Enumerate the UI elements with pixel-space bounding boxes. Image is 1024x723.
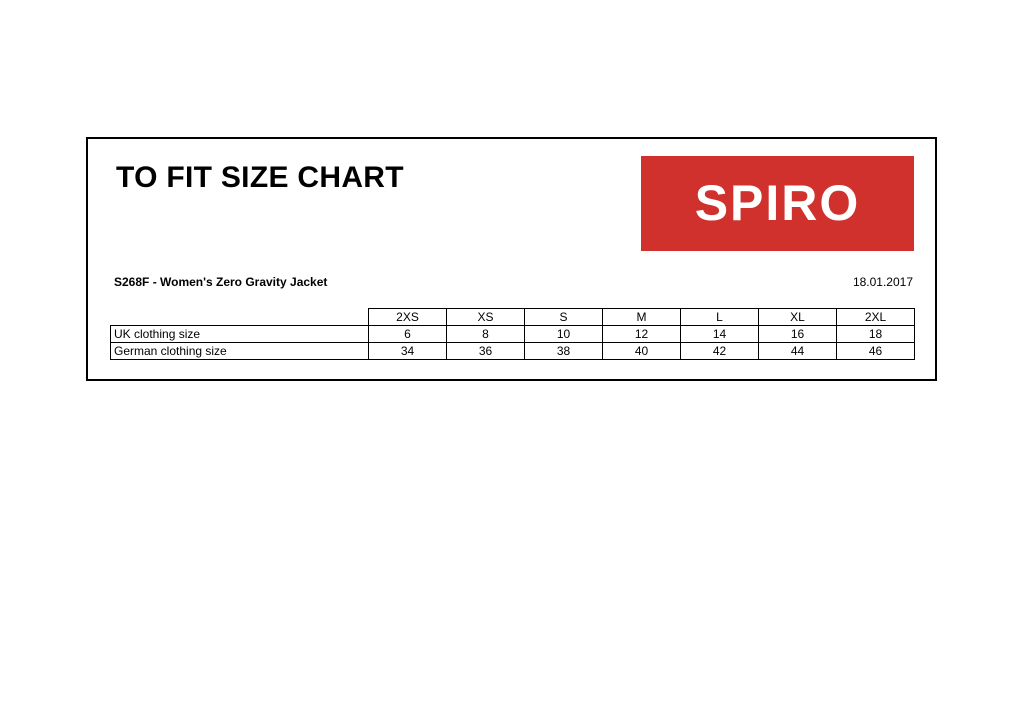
table-row <box>111 343 915 360</box>
size-chart-frame <box>86 137 937 381</box>
table-header-row <box>111 309 915 326</box>
row-label: German clothing size <box>111 343 369 360</box>
spiro-logo-wordmark <box>641 156 914 251</box>
table-cell: 16 <box>759 326 837 343</box>
table-corner-cell <box>111 309 369 326</box>
table-cell: 40 <box>603 343 681 360</box>
table-cell: 36 <box>447 343 525 360</box>
page-title: TO FIT SIZE CHART <box>116 161 404 194</box>
table-cell: 44 <box>759 343 837 360</box>
table-cell: 10 <box>525 326 603 343</box>
table-cell: 34 <box>369 343 447 360</box>
table-cell: 8 <box>447 326 525 343</box>
product-name: S268F - Women's Zero Gravity Jacket <box>114 275 328 289</box>
chart-date: 18.01.2017 <box>852 275 913 289</box>
table-cell: 46 <box>837 343 915 360</box>
table-header-cell: L <box>681 309 759 326</box>
table-row <box>111 326 915 343</box>
table-header-cell: 2XL <box>837 309 915 326</box>
spiro-logo <box>641 156 914 251</box>
table-header-cell: M <box>603 309 681 326</box>
table-cell: 6 <box>369 326 447 343</box>
table-header-cell: 2XS <box>369 309 447 326</box>
table-cell: 38 <box>525 343 603 360</box>
size-table <box>110 308 915 360</box>
table-cell: 18 <box>837 326 915 343</box>
table-cell: 42 <box>681 343 759 360</box>
table-header-cell: XL <box>759 309 837 326</box>
table-cell: 14 <box>681 326 759 343</box>
row-label: UK clothing size <box>111 326 369 343</box>
table-header-cell: XS <box>447 309 525 326</box>
table-cell: 12 <box>603 326 681 343</box>
logo-text: SPIRO <box>694 175 861 231</box>
table-header-cell: S <box>525 309 603 326</box>
